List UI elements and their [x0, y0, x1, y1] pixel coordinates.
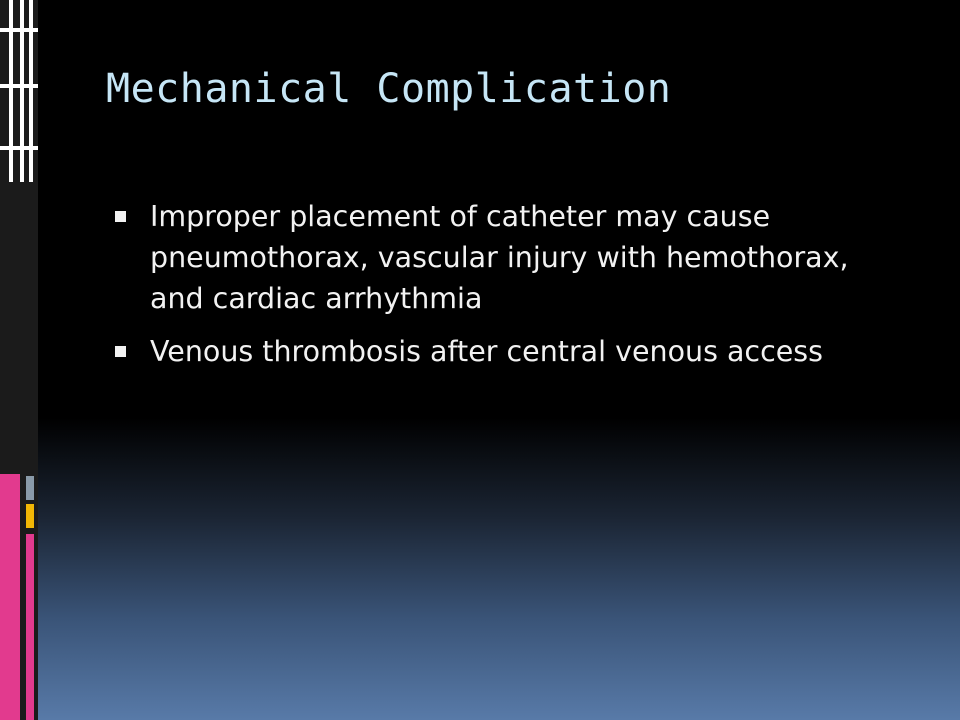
pink-accent-bar-right — [26, 534, 34, 720]
yellow-accent-bar — [26, 504, 34, 528]
gray-accent-bar — [26, 476, 34, 500]
square-bullet-icon — [115, 211, 126, 222]
bullet-text: Improper placement of catheter may cause pneumothorax, vascular injury with hemothorax, and cardiac arrhythmia — [150, 200, 849, 315]
square-bullet-icon — [115, 346, 126, 357]
bullet-item — [112, 196, 852, 319]
bullet-list — [112, 196, 852, 384]
bullet-text: Venous thrombosis after central venous access — [150, 335, 824, 368]
slide-title: Mechanical Complication — [106, 66, 672, 112]
window-pane-icon — [0, 0, 38, 182]
bullet-item — [112, 331, 852, 372]
